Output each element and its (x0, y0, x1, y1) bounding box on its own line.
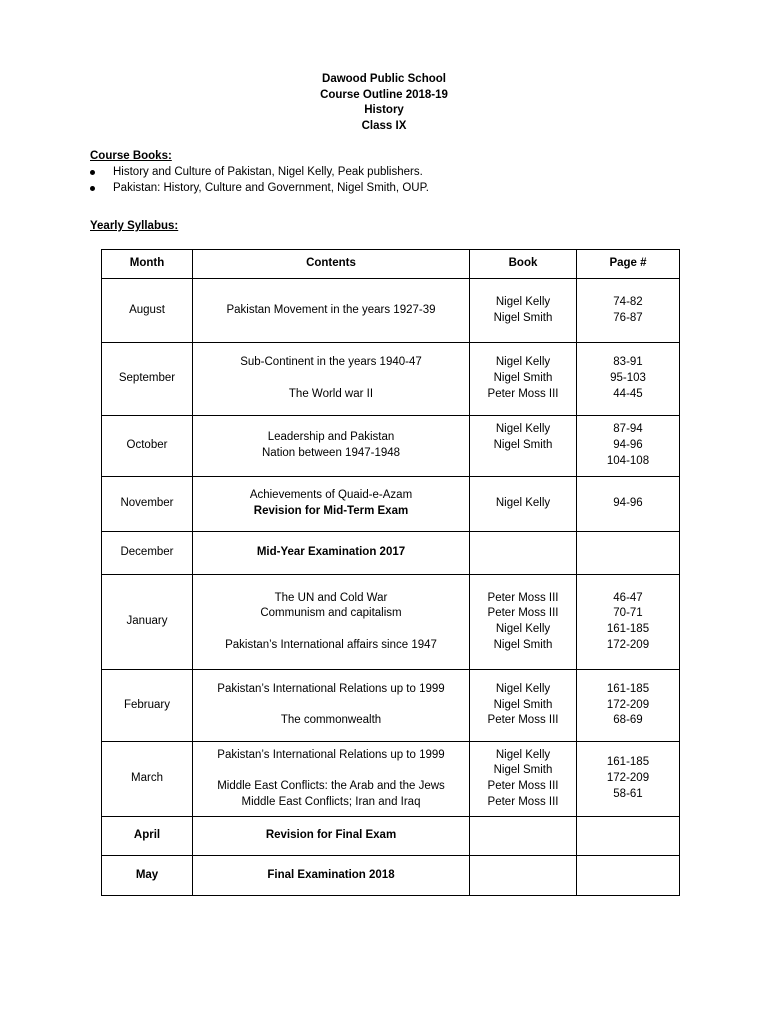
month-cell: May (102, 856, 193, 896)
contents-cell (193, 477, 470, 532)
contents-cell (193, 817, 470, 856)
course-outline-title: Course Outline 2018-19 (320, 88, 448, 101)
course-books-heading: Course Books: (90, 150, 172, 162)
column-header-book: Book (470, 250, 577, 279)
table-row (102, 856, 680, 896)
table-row (102, 416, 680, 477)
content-line: Achievements of Quaid-e-Azam (249, 489, 413, 502)
contents-cell (193, 575, 470, 670)
course-book-item (90, 165, 429, 181)
content-line: Revision for Final Exam (265, 829, 397, 842)
contents-cell (193, 343, 470, 416)
course-book-text: History and Culture of Pakistan, Nigel Kelly, Peak publishers. (113, 166, 423, 178)
book-cell (470, 279, 577, 343)
column-header-month: Month (102, 250, 193, 279)
content-line: The UN and Cold War (274, 591, 388, 604)
page-cell (577, 817, 680, 856)
table-row (102, 343, 680, 416)
page-cell (577, 856, 680, 896)
content-line (217, 698, 444, 714)
course-books-list (90, 165, 429, 196)
book-cell (470, 343, 577, 416)
contents-cell (193, 416, 470, 477)
column-header-contents: Contents (193, 250, 470, 279)
course-book-item (90, 181, 429, 197)
book-cell (470, 817, 577, 856)
table-row (102, 477, 680, 532)
page-range: 161-185 (606, 623, 650, 635)
content-line: Pakistan’s International affairs since 1947 (225, 638, 437, 651)
table-row (102, 670, 680, 742)
month-cell: September (102, 343, 193, 416)
page-cell (577, 742, 680, 817)
month-cell: February (102, 670, 193, 742)
month-cell: October (102, 416, 193, 477)
page-range: 46-47 (613, 591, 643, 604)
page-cell (577, 343, 680, 416)
book-cell (470, 742, 577, 817)
content-line: Revision for Mid-Term Exam (253, 505, 409, 517)
book-line: Peter Moss III (487, 387, 559, 400)
page-range: 58-61 (613, 787, 643, 800)
page-range: 161-185 (606, 682, 650, 695)
contents-cell (193, 742, 470, 817)
book-line: Nigel Smith (493, 439, 553, 452)
page-range: 74-82 (613, 295, 643, 308)
page-range: 95-103 (610, 372, 646, 385)
content-line: The commonwealth (280, 714, 382, 727)
table-row (102, 532, 680, 575)
book-line: Nigel Smith (493, 698, 553, 711)
content-line: Leadership and Pakistan (267, 431, 395, 444)
table-row (102, 742, 680, 817)
page-range: 104-108 (606, 454, 650, 467)
book-line: Peter Moss III (487, 714, 559, 727)
page-cell (577, 279, 680, 343)
page-range: 76-87 (613, 311, 643, 324)
content-line: Middle East Conflicts; Iran and Iraq (241, 795, 421, 808)
book-line: Nigel Kelly (495, 295, 551, 308)
yearly-syllabus-heading: Yearly Syllabus: (90, 220, 179, 232)
book-line: Nigel Smith (493, 311, 553, 324)
book-line: Nigel Kelly (495, 497, 551, 510)
page-range: 44-45 (613, 387, 643, 400)
month-cell: December (102, 532, 193, 575)
month-cell: March (102, 742, 193, 817)
page-range: 172-209 (606, 698, 650, 711)
book-line: Nigel Smith (493, 764, 553, 777)
column-header-page: Page # (577, 250, 680, 279)
page-range: 87-94 (613, 423, 643, 436)
content-line: Sub-Continent in the years 1940-47 (240, 356, 422, 369)
book-line: Nigel Kelly (495, 423, 551, 436)
content-line: Pakistan Movement in the years 1927-39 (226, 303, 436, 316)
bullet-icon (90, 186, 95, 191)
table-row (102, 279, 680, 343)
book-cell (470, 477, 577, 532)
content-line: Pakistan’s International Relations up to 1999 (217, 748, 445, 761)
content-line: Middle East Conflicts: the Arab and the Jews (217, 779, 445, 792)
page-range: 68-69 (613, 714, 643, 727)
book-line: Peter Moss III (487, 780, 559, 792)
class-name: Class IX (361, 119, 407, 132)
school-name: Dawood Public School (322, 73, 446, 85)
page-range: 172-209 (606, 772, 650, 785)
contents-cell (193, 856, 470, 896)
contents-cell (193, 532, 470, 575)
page-range: 94-96 (613, 497, 643, 510)
book-line: Nigel Smith (493, 638, 553, 651)
month-cell: January (102, 575, 193, 670)
book-line: Peter Moss III (487, 591, 559, 604)
contents-cell (193, 279, 470, 343)
table-row (102, 817, 680, 856)
book-line: Peter Moss III (487, 607, 559, 620)
table-row (102, 575, 680, 670)
page-cell (577, 416, 680, 477)
content-line (217, 763, 445, 779)
book-cell (470, 670, 577, 742)
content-line (225, 622, 437, 638)
course-book-text: Pakistan: History, Culture and Government, Nigel Smith, OUP. (113, 181, 429, 194)
book-line: Nigel Smith (493, 372, 553, 385)
contents-cell (193, 670, 470, 742)
content-line: The World war II (288, 387, 374, 400)
book-line: Nigel Kelly (495, 356, 551, 369)
syllabus-table (101, 249, 680, 896)
page-range: 83-91 (613, 356, 643, 369)
content-line: Final Examination 2018 (267, 868, 395, 881)
page-cell (577, 575, 680, 670)
month-cell: April (102, 817, 193, 856)
page-range: 94-96 (613, 439, 643, 452)
content-line: Mid-Year Examination 2017 (256, 546, 406, 559)
page-cell (577, 532, 680, 575)
book-cell (470, 575, 577, 670)
book-cell (470, 532, 577, 575)
month-cell: November (102, 477, 193, 532)
page-range: 70-71 (613, 607, 643, 620)
page-range: 172-209 (606, 638, 650, 651)
book-line: Nigel Kelly (495, 623, 551, 635)
bullet-icon (90, 170, 95, 175)
content-line (240, 371, 422, 387)
content-line: Nation between 1947-1948 (261, 447, 401, 459)
page-cell (577, 670, 680, 742)
month-cell: August (102, 279, 193, 343)
content-line: Pakistan’s International Relations up to 1999 (217, 682, 445, 695)
subject-name: History (364, 104, 404, 116)
page-cell (577, 477, 680, 532)
table-header-row (102, 250, 680, 279)
content-line: Communism and capitalism (260, 607, 402, 620)
book-line (494, 454, 553, 470)
book-cell (470, 856, 577, 896)
book-line: Nigel Kelly (495, 682, 551, 695)
book-cell (470, 416, 577, 477)
page-range: 161-185 (606, 756, 650, 769)
book-line: Nigel Kelly (495, 748, 551, 761)
book-line: Peter Moss III (487, 795, 559, 808)
document-header (0, 72, 768, 134)
